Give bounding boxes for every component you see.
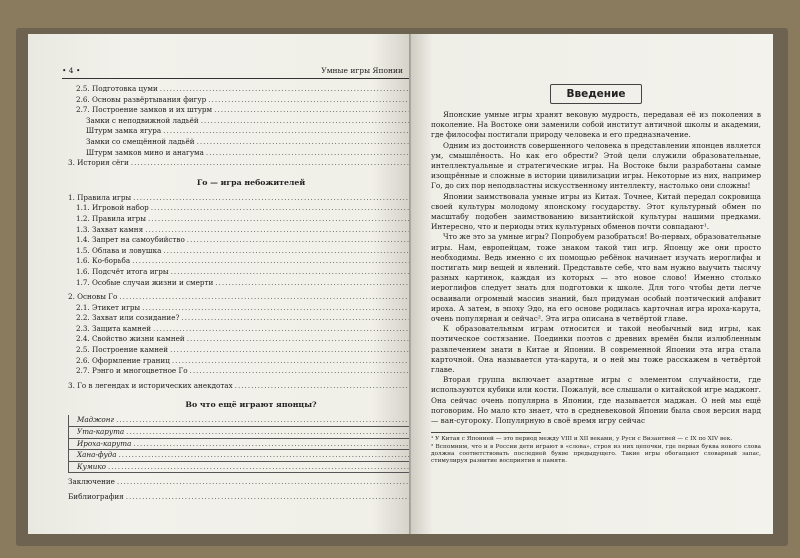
toc-entry (68, 278, 411, 289)
toc-leader-dots (190, 366, 411, 377)
footnote: ¹ У Китая с Японией — это период между VIII и XII веками, у Руси с Византией — с IX по XIV век. (431, 436, 733, 443)
toc-entry (68, 193, 411, 204)
toc-entry-label: 1.7. Особые случаи жизни и смерти (76, 277, 214, 287)
toc-entry-label: 1.4. Запрет на самоубийство (76, 235, 185, 245)
toc-entry (68, 203, 411, 214)
toc-entry (68, 246, 411, 257)
toc-entry (68, 303, 411, 314)
toc-entry-label: 1.1. Игровой набор (76, 203, 149, 213)
toc-entry (68, 450, 411, 462)
toc-leader-dots (170, 345, 411, 356)
page-number: • 4 • (62, 66, 81, 75)
toc-entry-label: 3. История сёги (68, 158, 129, 168)
toc-entry-label: 1.2. Правила игры (76, 213, 147, 223)
toc-leader-dots (160, 84, 411, 95)
toc-entry-label: Замки со смещённой ладьёй (86, 136, 195, 146)
toc-entry (68, 356, 411, 367)
table-of-contents (68, 84, 411, 503)
toc-leader-dots (133, 193, 411, 204)
chapter-title: Введение (550, 84, 642, 104)
toc-entry (68, 366, 411, 377)
toc-entry-label: 2.5. Подготовка цуми (76, 84, 158, 93)
toc-leader-dots (119, 292, 411, 303)
toc-leader-dots (108, 462, 411, 473)
toc-leader-dots (171, 267, 411, 278)
toc-entry-label: Заключение (68, 477, 115, 487)
toc-entry-label: 2.6. Оформление границ (76, 355, 170, 365)
toc-entry (68, 267, 411, 278)
toc-leader-dots (187, 334, 411, 345)
toc-entry-label: 1. Правила игры (68, 192, 132, 202)
toc-entry (68, 148, 411, 159)
toc-entry (68, 415, 411, 427)
toc-entry-label: 3. Го в легендах и исторических анекдотах (68, 380, 233, 390)
toc-entry-label: Кумико (77, 461, 106, 471)
toc-leader-dots (172, 356, 411, 367)
toc-entry (68, 492, 411, 503)
toc-leader-dots (119, 450, 412, 461)
toc-entry (68, 439, 411, 451)
toc-entry (68, 381, 411, 392)
toc-leader-dots (131, 158, 411, 169)
toc-leader-dots (214, 105, 411, 116)
paragraph: Вторая группа включает азартные игры с элементом случайности, где используются кубики или кости. Пожалуй, все слышали о китайской игре маджонг. Она сейчас очень популярна в Японии, где называется маджан. О ней мы ещё поговорим. Но мало кто знает, что в средневековой Японии была своя версия нард — ван-сугороку. Популярную в своё время игру сейчас (431, 375, 761, 426)
toc-entry (68, 256, 411, 267)
toc-leader-dots (235, 381, 411, 392)
toc-entry-label: Маджонг (77, 415, 115, 425)
paragraph: Японии заимствовала умные игры из Китая. Точнее, Китай передал сокровища своей культуры молодому японскому государству. Этот культурный обмен по масштабу подобен заимствованию византийской культуры нашими предками. Интересно, что и периоды этих культурных обменов почти совпадают¹. (431, 191, 761, 232)
toc-entry (68, 345, 411, 356)
toc-leader-dots (145, 225, 411, 236)
toc-leader-dots (133, 439, 411, 450)
toc-entry-label: 2.4. Свойство жизни камней (76, 334, 185, 344)
toc-entry-label: Штурм замков мино и анагума (86, 147, 204, 157)
toc-leader-dots (151, 203, 411, 214)
toc-leader-dots (116, 415, 411, 426)
toc-entry (68, 462, 411, 474)
toc-entry (68, 84, 411, 95)
toc-leader-dots (181, 313, 411, 324)
toc-leader-dots (132, 256, 411, 267)
toc-entry-label: 1.6. Ко-борьба (76, 256, 131, 266)
toc-entry-label: 2.6. Основы развёртывания фигур (76, 94, 207, 104)
toc-entry-label: 2.2. Захват или созидание? (76, 313, 180, 323)
toc-leader-dots (153, 324, 411, 335)
toc-entry (68, 214, 411, 225)
right-page (411, 34, 773, 534)
toc-leader-dots (197, 137, 411, 148)
toc-entry (68, 105, 411, 116)
toc-entry (68, 137, 411, 148)
toc-entry (68, 334, 411, 345)
toc-entry (68, 427, 411, 439)
toc-leader-dots (163, 126, 411, 137)
footnote-rule (431, 432, 541, 433)
toc-entry-label: 1.3. Захват камня (76, 224, 144, 234)
toc-leader-dots (126, 492, 411, 503)
toc-entry-label: Ута-карута (77, 427, 125, 437)
toc-entry (68, 324, 411, 335)
paragraph: Что же это за умные игры? Попробуем разобраться! Во-первых, образовательные игры. Нам, европейцам, тоже знаком такой тип игр. Японцу же они просто необходимы. Ведь именно с их помощью ребёнок начинает изучать иероглифы и постигать мир вещей и явлений. Представьте себе, что вам нужно выучить тысячу разных картинок, каждая из которых — это новое слово! Именно столько иероглифов следует знать для подготовки к школе. Для того чтобы дети легче осваивали огромный массив знаний, был придуман особый поэтический алфавит ироха. А затем, в эпоху Эдо, на его основе родилась карточная игра ироха-карута, очень популярная и сейчас². Эта игра описана в четвёртой главе. (431, 232, 761, 324)
toc-entry (68, 292, 411, 303)
left-page (28, 34, 411, 534)
toc-entry-label: 2.7. Рэнго и многоцветное Го (76, 366, 188, 376)
toc-leader-dots (187, 235, 411, 246)
running-head-rule (62, 78, 411, 79)
toc-section-title: Го — игра небожителей (196, 177, 306, 187)
toc-entry (68, 225, 411, 236)
footnote: ² Вспомним, что и в России дети играют в «слова», строя из них цепочки, где первая буква нового слова должна соответствовать последней букве предыдущего. Такие игры обогащают словарный запас, стимулируя развитие восприятия и памяти. (431, 443, 761, 464)
toc-leader-dots (117, 477, 411, 488)
toc-entry-label: 2.5. Построение камней (76, 345, 169, 355)
toc-leader-dots (163, 246, 411, 257)
toc-entry-label: Замки с неподвижной ладьёй (86, 115, 199, 125)
toc-section-title: Во что ещё играют японцы? (185, 400, 317, 410)
toc-entry-label: Библиография (68, 492, 124, 501)
toc-entry-label: 2.1. Этикет игры (76, 302, 141, 312)
toc-entry (68, 158, 411, 169)
toc-leader-dots (201, 116, 411, 127)
paragraph: Одним из достоинств совершенного человека в представлении японцев является ум, смышлёность. Но как его обрести? Этой цели служили образовательные, интеллектуальные и стратегические игры. На Востоке были разработаны самые изощрённые и сложные в истории цивилизации игры. Некоторые из них, например Го, до сих пор неподвластны искусственному интеллекту, настолько они сложны! (431, 140, 761, 191)
toc-entry-label: Ироха-карута (77, 438, 132, 448)
running-head-title: Умные игры Японии (321, 66, 403, 75)
toc-leader-dots (142, 303, 411, 314)
toc-entry (68, 126, 411, 137)
paragraph: Японские умные игры хранят вековую мудрость, передавая её из поколения в поколение. На Востоке они заменили собой институт античной школы и академии, где философы постигали природу человека и его предназначение. (431, 110, 761, 140)
toc-leader-dots (208, 95, 411, 106)
toc-leader-dots (148, 214, 411, 225)
toc-entry-label: 1.6. Подсчёт итога игры (76, 266, 169, 276)
toc-entry (68, 116, 411, 127)
toc-leader-dots (206, 148, 411, 159)
toc-entry-label: 1.5. Облава и ловушка (76, 245, 162, 255)
toc-leader-dots (215, 278, 411, 289)
toc-entry-label: 2. Основы Го (68, 292, 118, 302)
toc-entry (68, 235, 411, 246)
toc-leader-dots (126, 427, 411, 438)
paragraph: К образовательным играм относится и такой необычный вид игры, как поэтическое состязание. Поединки поэтов с древних времён были излюбленным развлечением знати в Китае и Японии. В современной Японии эта игра стала карточной. Она называется ута-карута, и о ней мы тоже расскажем в четвёртой главе. (431, 324, 761, 375)
toc-entry (68, 313, 411, 324)
toc-entry-label: Хана-фуда (77, 450, 117, 460)
toc-entry-label: Штурм замка ягура (86, 126, 162, 136)
toc-entry-label: 2.7. Построение замков и их штурм (76, 105, 213, 115)
toc-entry (68, 95, 411, 106)
toc-entry-label: 2.3. Защита камней (76, 323, 151, 333)
toc-entry (68, 477, 411, 488)
